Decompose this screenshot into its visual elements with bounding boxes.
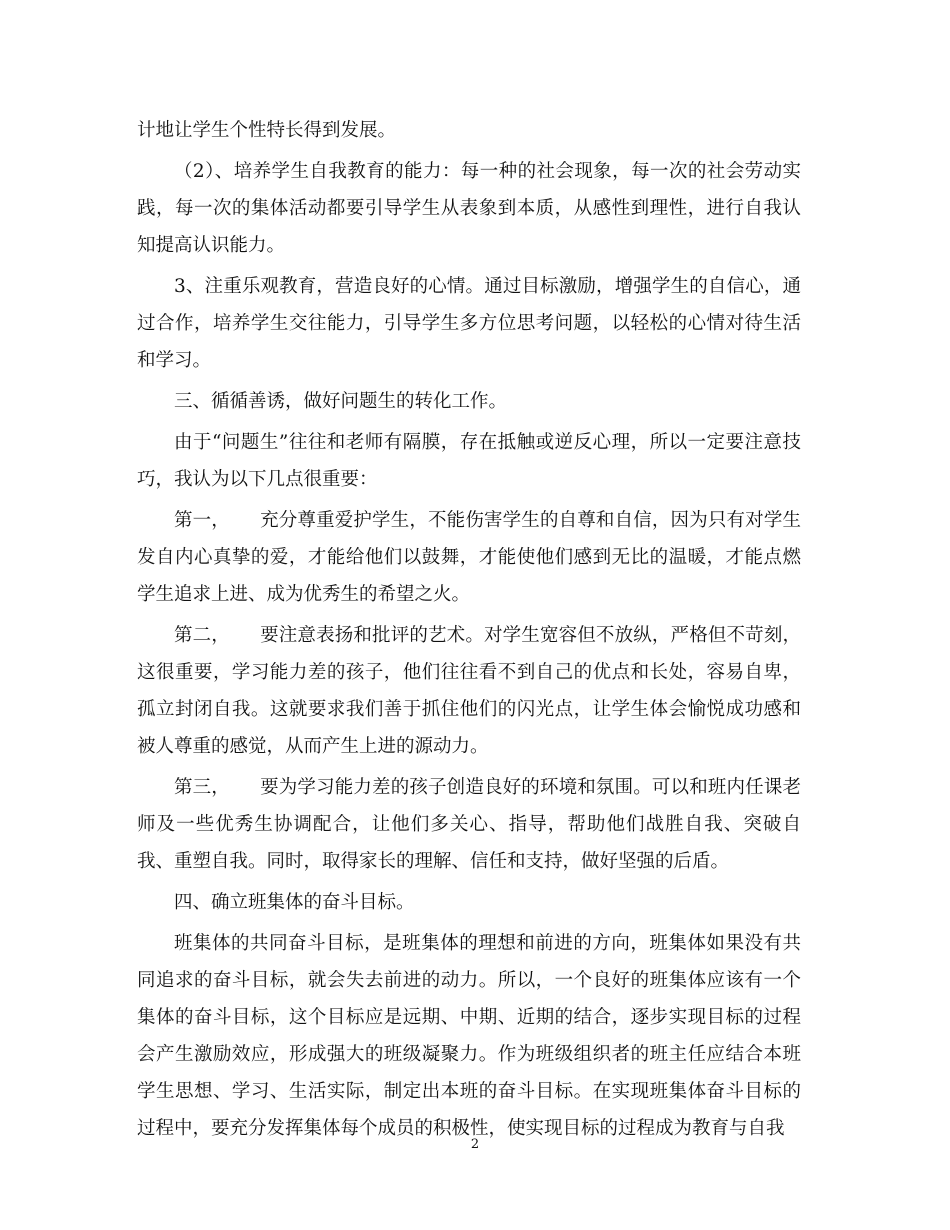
point-lead-second: 第二， (174, 625, 230, 646)
paragraph-second-point (137, 617, 801, 765)
paragraph-1: 计地让学生个性特长得到发展。 (137, 120, 397, 141)
paragraph-2: （2）、培养学生自我教育的能力：每一种的社会现象，每一次的社会劳动实践，每一次的集体活动都要引导学生从表象到本质，从感性到理性，进行自我认知提高认识能力。 (137, 161, 801, 256)
paragraph-first-point (137, 502, 801, 613)
section-heading-4: 四、确立班集体的奋斗目标。 (174, 892, 415, 913)
page-number: 2 (470, 1137, 480, 1152)
point-lead-first: 第一， (174, 510, 230, 531)
point-lead-third: 第三， (174, 777, 230, 798)
section-heading-3: 三、循循善诱，做好问题生的转化工作。 (174, 391, 508, 412)
document-body (137, 112, 801, 1151)
paragraph-3: 3、注重乐观教育，营造良好的心情。通过目标激励，增强学生的自信心，通过合作，培养学生交往能力，引导学生多方位思考问题，以轻松的心情对待生活和学习。 (137, 276, 801, 371)
point-text-third: 要为学习能力差的孩子创造良好的环境和氛围。可以和班内任课老师及一些优秀生协调配合，让他们多关心、指导，帮助他们战胜自我、突破自我、重塑自我。同时，取得家长的理解、信任和支持，做好坚强的后盾。 (137, 777, 801, 872)
paragraph-third-point (137, 769, 801, 880)
paragraph-5: 由于“问题生”往往和老师有隔膜，存在抵触或逆反心理，所以一定要注意技巧，我认为以下几点很重要： (137, 432, 801, 490)
point-text-first: 充分尊重爱护学生，不能伤害学生的自尊和自信，因为只有对学生发自内心真挚的爱，才能给他们以鼓舞，才能使他们感到无比的温暖，才能点燃学生追求上进、成为优秀生的希望之火。 (137, 510, 801, 605)
paragraph-10: 班集体的共同奋斗目标，是班集体的理想和前进的方向，班集体如果没有共同追求的奋斗目标，就会失去前进的动力。所以，一个良好的班集体应该有一个集体的奋斗目标，这个目标应是远期、中期、近期的结合，逐步实现目标的过程会产生激励效应，形成强大的班级凝聚力。作为班级组织者的班主任应结合本班学生思想、学习、生活实际，制定出本班的奋斗目标。在实现班集体奋斗目标的过程中，要充分发挥集体每个成员的积极性，使实现目标的过程成为教育与自我 (137, 933, 801, 1139)
point-text-second: 要注意表扬和批评的艺术。对学生宽容但不放纵，严格但不苛刻，这很重要，学习能力差的孩子，他们往往看不到自己的优点和长处，容易自卑，孤立封闭自我。这就要求我们善于抓住他们的闪光点，让学生体会愉悦成功感和被人尊重的感觉，从而产生上进的源动力。 (137, 625, 801, 757)
